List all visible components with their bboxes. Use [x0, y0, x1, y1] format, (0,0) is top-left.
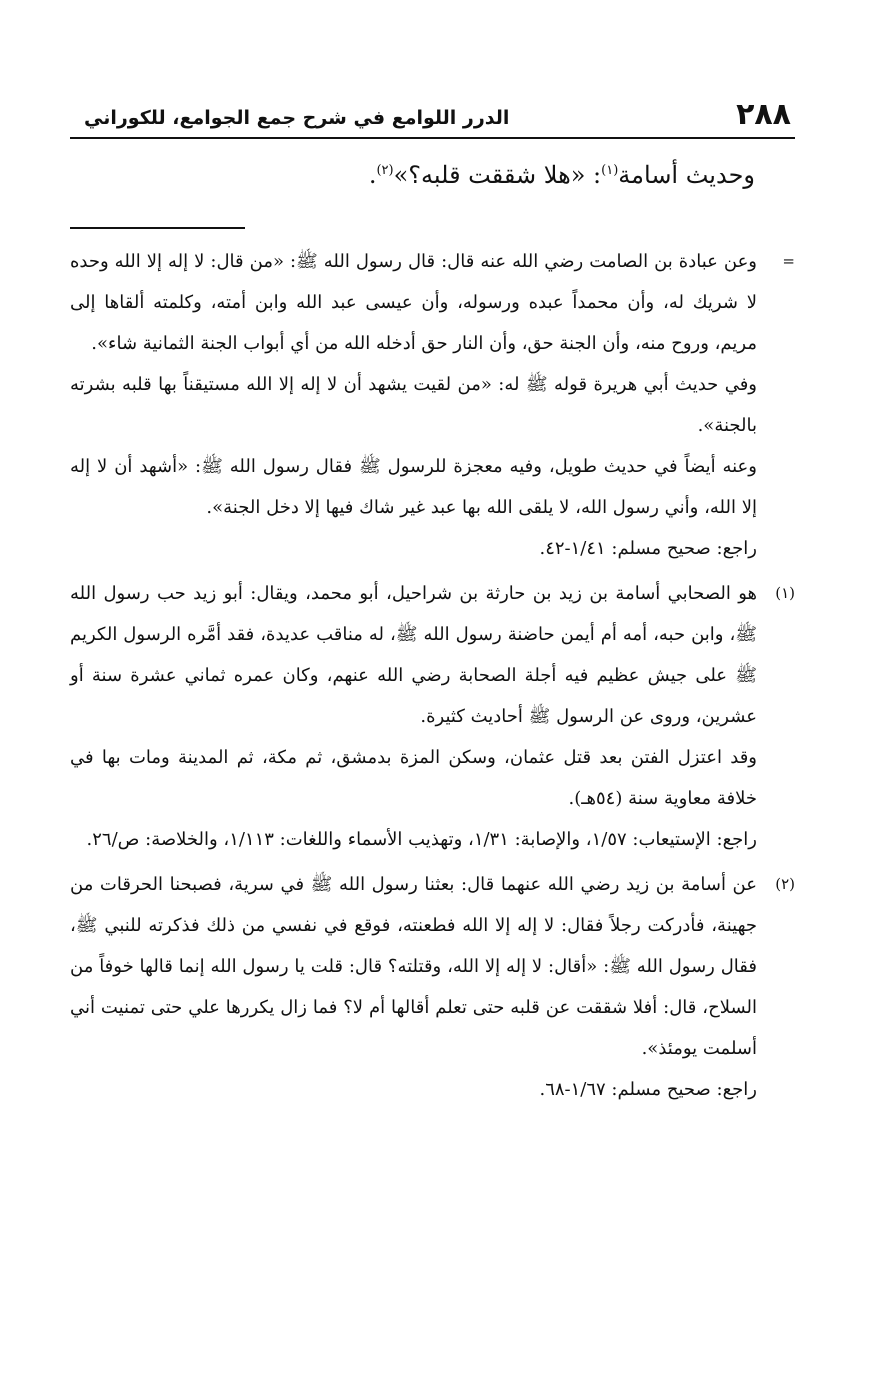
footnotes [70, 241, 795, 1110]
footnote-2 [70, 864, 795, 1110]
main-text-start: وحديث أسامة [618, 161, 755, 189]
footnote-paragraph: راجع: صحيح مسلم: ١/٦٧-٦٨. [539, 1079, 757, 1100]
footnote-body [70, 864, 757, 1110]
footnote-body [70, 573, 757, 860]
footnote-paragraph: وقد اعتزل الفتن بعد قتل عثمان، وسكن المزة بدمشق، ثم مكة، ثم المدينة ومات بها في خلافة معاوية سنة (٥٤هـ). [70, 747, 757, 809]
footnote-paragraph: هو الصحابي أسامة بن زيد بن حارثة بن شراحيل، أبو محمد، ويقال: أبو زيد حب رسول الله ﷺ، وابن حبه، أمه أم أيمن حاضنة رسول الله ﷺ، له مناقب عديدة، فقد أمَّره الرسول الكريم ﷺ على جيش عظيم فيه أجلة الصحابة رضي الله عنهم، وكان عمره ثماني عشرة سنة أو عشرين، وروى عن الرسول ﷺ أحاديث كثيرة. [70, 583, 757, 727]
footnote-paragraph: عن أسامة بن زيد رضي الله عنهما قال: بعثنا رسول الله ﷺ في سرية، فصبحنا الحرقات من جهينة، فأدركت رجلاً فقال: لا إله إلا الله فطعنته، فوقع في نفسي من ذلك فذكرته للنبي ﷺ، فقال رسول الله ﷺ: «أقال: لا إله إلا الله، وقتلته؟ قال: قلت يا رسول الله إنما قالها خوفاً من السلاح، قال: أفلا شققت عن قلبه حتى تعلم أقالها أم لا؟ فما زال يكررها علي حتى تمنيت أني أسلمت يومئذ». [70, 874, 757, 1059]
main-text-end: . [368, 161, 377, 189]
footnote-paragraph: راجع: صحيح مسلم: ١/٤١-٤٢. [539, 538, 757, 559]
footnote-marker-1: (١) [775, 584, 795, 602]
main-text [70, 155, 755, 195]
book-page [70, 95, 795, 1110]
footnote-separator [70, 227, 245, 229]
footnote-reference-2[interactable]: (٢) [376, 163, 394, 178]
footnote-body [70, 241, 757, 569]
footnote-paragraph: وعن عبادة بن الصامت رضي الله عنه قال: قال رسول الله ﷺ: «من قال: لا إله إلا الله وحده لا شريك له، وأن محمداً عبده ورسوله، وأن عيسى عبد الله وابن أمته، وكلمته ألقاها إلى مريم، وروح منه، وأن الجنة حق، وأن النار حق أدخله الله من أي أبواب الجنة الثمانية شاء». [70, 251, 757, 354]
footnote-reference-1[interactable]: (١) [601, 163, 619, 178]
continuation-marker: = [782, 252, 795, 270]
main-text-quote: : «هلا شققت قلبه؟» [393, 161, 602, 189]
footnote-paragraph: وفي حديث أبي هريرة قوله ﷺ له: «من لقيت يشهد أن لا إله إلا الله مستيقناً بها قلبه بشرته بالجنة». [70, 374, 757, 436]
running-title: الدرر اللوامع في شرح جمع الجوامع، للكوراني [84, 107, 510, 129]
footnote-paragraph: وعنه أيضاً في حديث طويل، وفيه معجزة للرسول ﷺ فقال رسول الله ﷺ: «أشهد أن لا إله إلا الله، وأني رسول الله، لا يلقى الله بها عبد غير شاك فيها إلا دخل الجنة». [70, 456, 757, 518]
footnote-paragraph: راجع: الإستيعاب: ١/٥٧، والإصابة: ١/٣١، وتهذيب الأسماء واللغات: ١/١١٣، والخلاصة: ص/٢٦. [86, 829, 757, 850]
footnote-continuation [70, 241, 795, 569]
footnote-1 [70, 573, 795, 860]
page-number: ٢٨٨ [736, 97, 791, 132]
page-header [70, 95, 795, 139]
footnote-marker-2: (٢) [775, 875, 795, 893]
